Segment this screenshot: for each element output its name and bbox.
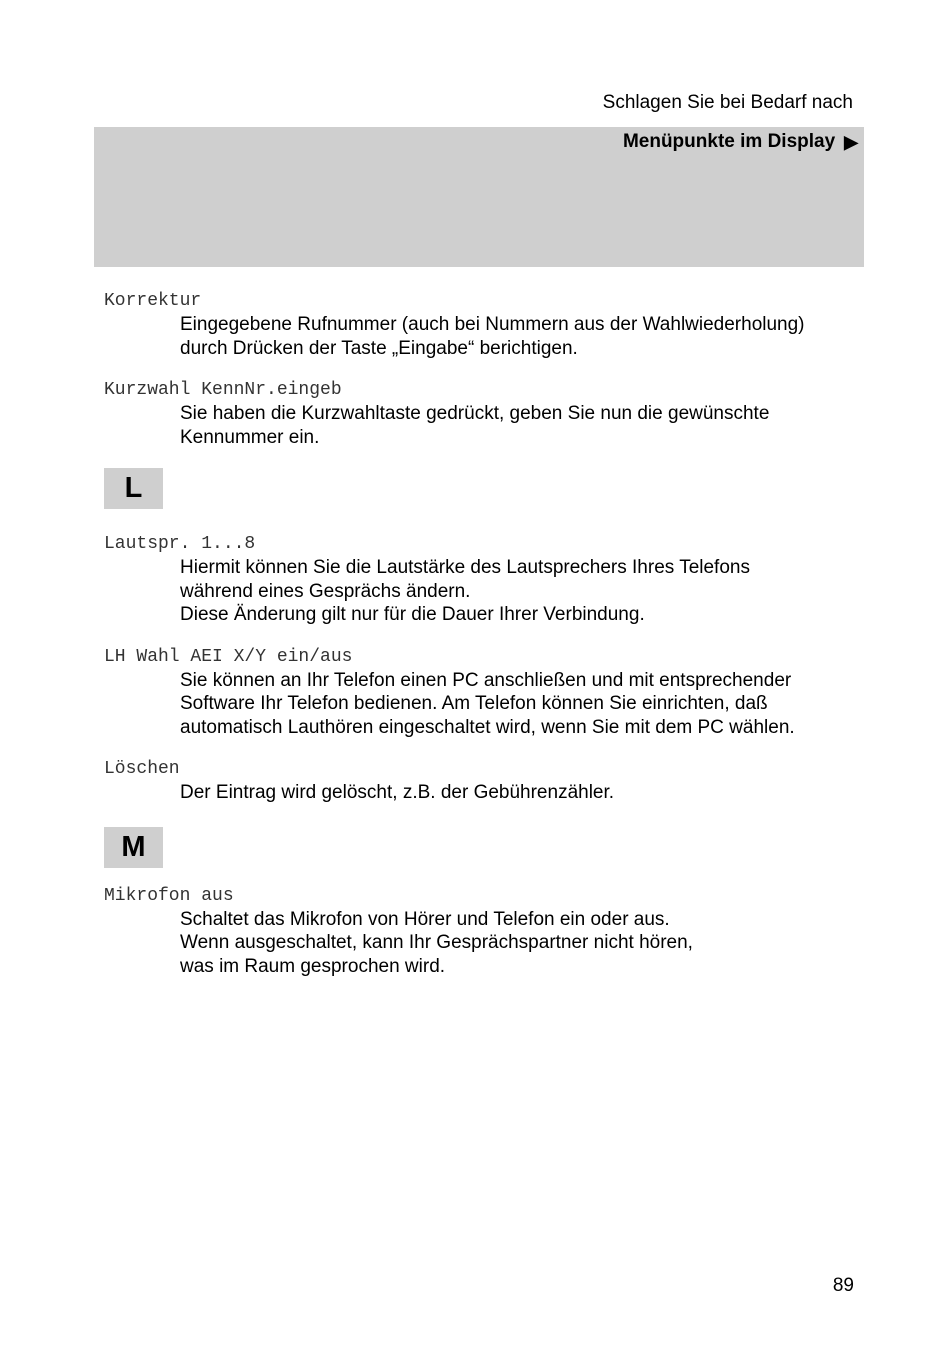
band-title: [623, 129, 858, 155]
header-note: Schlagen Sie bei Bedarf nach: [602, 92, 853, 113]
glossary-entry: [104, 885, 864, 979]
glossary-entry: [104, 379, 864, 449]
description-line: Hiermit können Sie die Lautstärke des Lautsprechers Ihres Telefons: [180, 557, 750, 578]
menu-term: Löschen: [104, 759, 180, 779]
menu-term: Mikrofon aus: [104, 885, 234, 906]
term-description: [180, 669, 864, 740]
band-title-text: Menüpunkte im Display: [622, 131, 836, 152]
glossary-entry: [104, 646, 864, 740]
term-description: [180, 556, 864, 627]
menu-term: Korrektur: [104, 291, 202, 311]
term-description: [180, 781, 864, 805]
menu-term: Lautspr. 1...8: [104, 534, 256, 554]
glossary-entry: [104, 533, 864, 627]
play-triangle-icon: ▶: [844, 132, 858, 152]
description-line: Sie können an Ihr Telefon einen PC anschließen und mit entsprechender: [180, 669, 792, 691]
description-line: Der Eintrag wird gelöscht, z.B. der Gebührenzähler.: [180, 782, 615, 803]
page-number: 89: [832, 1275, 854, 1296]
glossary-entry: [104, 290, 864, 360]
term-description: [180, 313, 864, 360]
description-line: während eines Gesprächs ändern.: [180, 580, 471, 602]
description-line: Software Ihr Telefon bedienen. Am Telefon können Sie einrichten, daß: [180, 693, 768, 714]
section-letter-m: M: [104, 827, 163, 868]
term-description: [180, 908, 864, 979]
description-line: Kennummer ein.: [180, 426, 320, 448]
term-description: [180, 402, 864, 449]
description-line: durch Drücken der Taste „Eingabe“ berichtigen.: [180, 337, 578, 359]
menu-term: LH Wahl AEI X/Y ein/aus: [104, 646, 353, 667]
description-line: Wenn ausgeschaltet, kann Ihr Gesprächspartner nicht hören,: [180, 932, 693, 953]
description-line: was im Raum gesprochen wird.: [180, 955, 446, 977]
description-line: Sie haben die Kurzwahltaste gedrückt, geben Sie nun die gewünschte: [180, 403, 770, 424]
menu-term: Kurzwahl KennNr.eingeb: [104, 380, 342, 400]
description-line: Diese Änderung gilt nur für die Dauer Ihrer Verbindung.: [180, 604, 645, 625]
description-line: Eingegebene Rufnummer (auch bei Nummern aus der Wahlwiederholung): [180, 314, 805, 335]
description-line: automatisch Lauthören eingeschaltet wird, wenn Sie mit dem PC wählen.: [180, 716, 795, 738]
glossary-content: [104, 290, 864, 997]
description-line: Schaltet das Mikrofon von Hörer und Telefon ein oder aus.: [180, 908, 670, 930]
section-letter-l: L: [104, 468, 163, 509]
glossary-entry: [104, 758, 864, 805]
